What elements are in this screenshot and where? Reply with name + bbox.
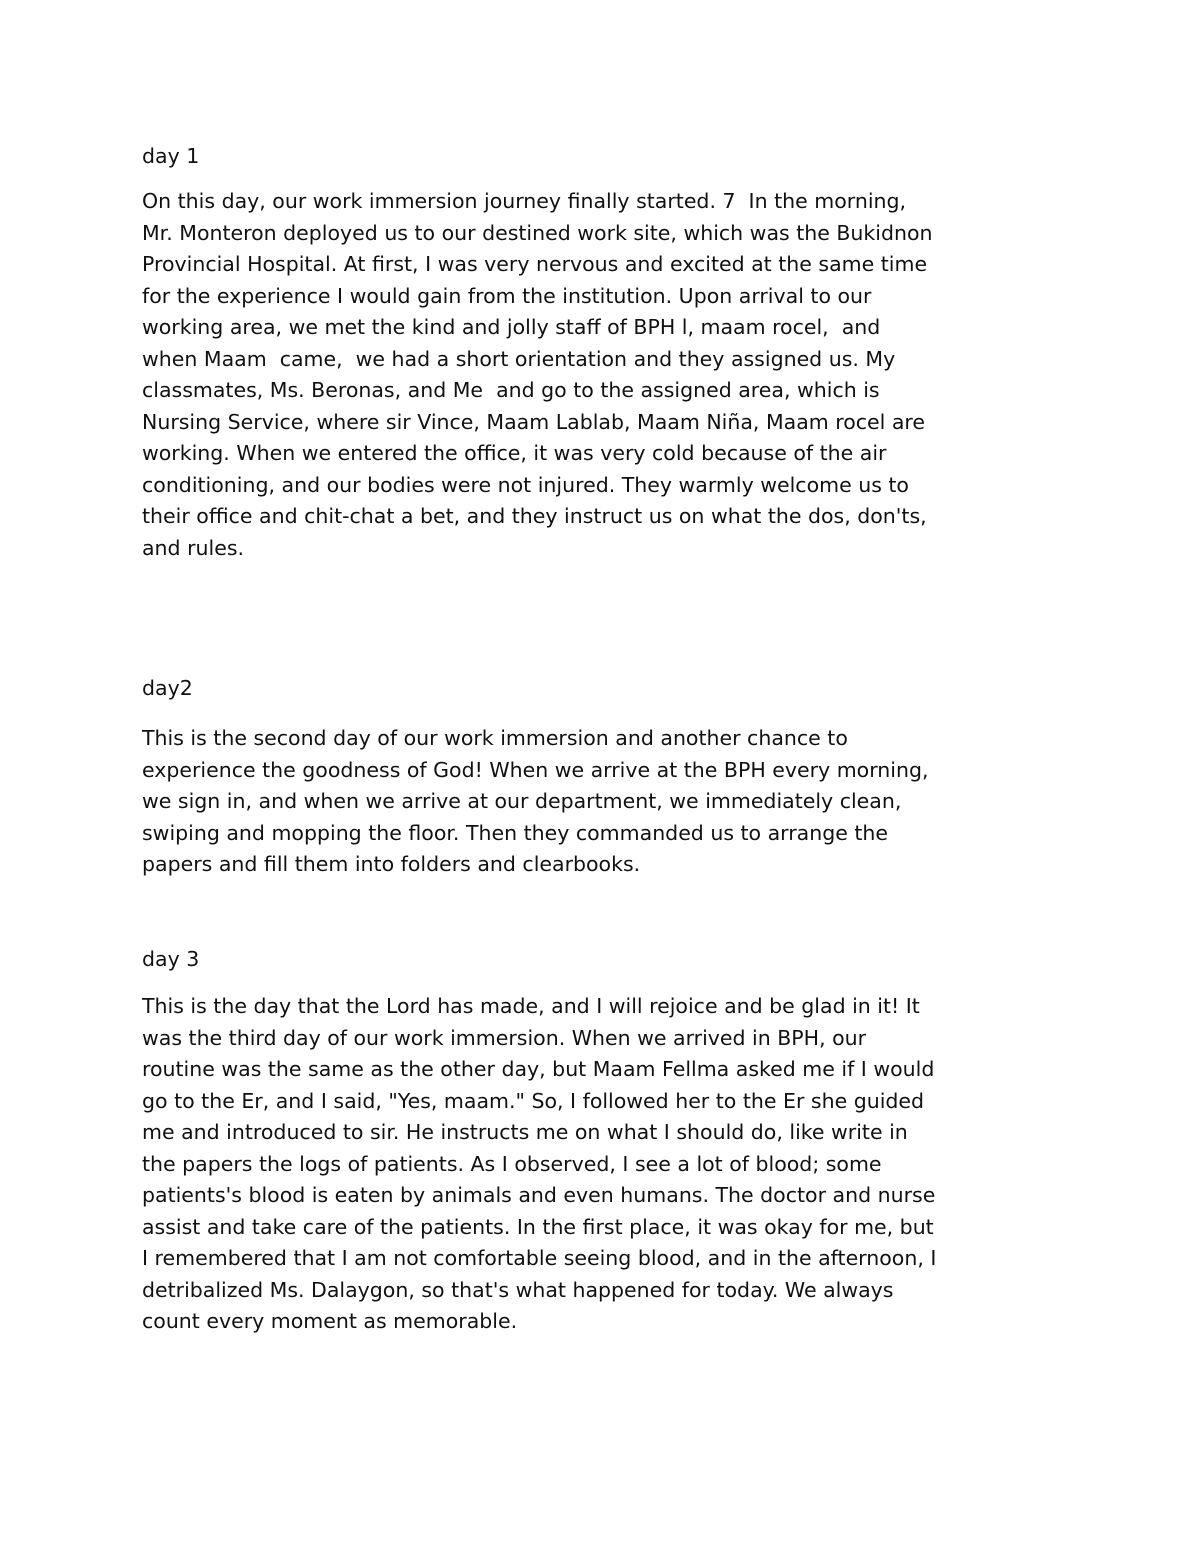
heading-text: day 1 — [142, 144, 200, 168]
day3-paragraph — [142, 991, 936, 1338]
paragraph-line: routine was the same as the other day, but Maam Fellma asked me if I would — [142, 1057, 935, 1081]
paragraph-line: classmates, Ms. Beronas, and Me and go to the assigned area, which is — [142, 378, 880, 402]
paragraph-line: conditioning, and our bodies were not injured. They warmly welcome us to — [142, 472, 909, 497]
day2-paragraph — [142, 723, 929, 881]
paragraph-line: and rules. — [142, 535, 245, 560]
paragraph-line: me and introduced to sir. He instructs me on what I should do, like write in — [142, 1120, 908, 1144]
paragraph-line: This is the second day of our work immersion and another chance to — [142, 726, 848, 750]
paragraph-line: detribalized Ms. Dalaygon, so that's what happened for today. We always — [142, 1277, 894, 1302]
paragraph-line: Mr. Monteron deployed us to our destined work site, which was the Bukidnon — [142, 220, 933, 245]
paragraph-line: On this day, our work immersion journey finally started. 7 In the morning, — [142, 189, 907, 213]
paragraph-line: for the experience I would gain from the institution. Upon arrival to our — [142, 283, 872, 308]
paragraph-line: working. When we entered the office, it was very cold because of the air — [142, 441, 887, 465]
paragraph-line: assist and take care of the patients. In the first place, it was okay for me, but — [142, 1214, 934, 1239]
paragraph-line: papers and fill them into folders and clearbooks. — [142, 852, 641, 876]
paragraph-line: Provincial Hospital. At first, I was very nervous and excited at the same time — [142, 252, 928, 276]
paragraph-line: patients's blood is eaten by animals and even humans. The doctor and nurse — [142, 1183, 936, 1207]
paragraph-line: This is the day that the Lord has made, and I will rejoice and be glad in it! It — [142, 994, 920, 1018]
day1-heading — [142, 141, 199, 173]
paragraph-line: swiping and mopping the floor. Then they commanded us to arrange the — [142, 820, 889, 845]
day1-paragraph — [142, 186, 933, 564]
paragraph-line: working area, we met the kind and jolly staff of BPH l, maam rocel, and — [142, 315, 881, 339]
paragraph-line: the papers the logs of patients. As I observed, I see a lot of blood; some — [142, 1151, 882, 1176]
paragraph-line: I remembered that I am not comfortable seeing blood, and in the afternoon, I — [142, 1246, 937, 1270]
paragraph-line: count every moment as memorable. — [142, 1309, 518, 1333]
paragraph-line: when Maam came, we had a short orientation and they assigned us. My — [142, 346, 896, 371]
paragraph-line: we sign in, and when we arrive at our department, we immediately clean, — [142, 789, 902, 813]
paragraph-line: experience the goodness of God! When we arrive at the BPH every morning, — [142, 757, 929, 782]
paragraph-line: go to the Er, and I said, "Yes, maam." So, I followed her to the Er she guided — [142, 1088, 925, 1113]
paragraph-line: was the third day of our work immersion. When we arrived in BPH, our — [142, 1025, 867, 1050]
day2-heading — [142, 673, 193, 705]
heading-text: day 3 — [142, 947, 200, 971]
day3-heading — [142, 944, 199, 976]
paragraph-line: Nursing Service, where sir Vince, Maam Lablab, Maam Niña, Maam rocel are — [142, 409, 926, 434]
heading-text: day2 — [142, 676, 193, 700]
paragraph-line: their office and chit-chat a bet, and they instruct us on what the dos, don'ts, — [142, 504, 927, 528]
